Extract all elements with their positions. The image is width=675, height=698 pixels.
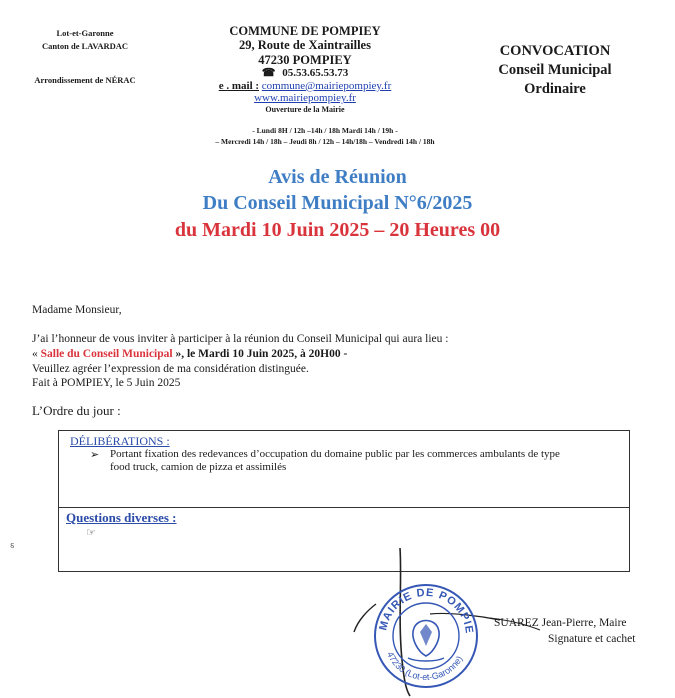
hours-line-1: - Lundi 8H / 12h –14h / 18h Mardi 14h / 19h -: [252, 126, 398, 135]
deliberations-title: DÉLIBÉRATIONS :: [70, 434, 170, 448]
phone-icon: ☎: [261, 67, 276, 80]
title-date: du Mardi 10 Juin 2025 – 20 Heures 00: [174, 219, 501, 241]
pointer-icon: ☞: [86, 527, 96, 539]
stamp-top-text: MAIRIE DE POMPIE: [377, 586, 476, 635]
convocation-title: CONVOCATION: [499, 43, 611, 59]
agenda-item-1-line1: Portant fixation des redevances d’occupation du domaine public par les commerces ambulants de type: [110, 448, 560, 460]
quote-open: «: [32, 348, 41, 360]
hours-title: Ouverture de la Mairie: [265, 105, 345, 115]
agenda-item-1: [110, 448, 620, 474]
meeting-place-line: [32, 347, 347, 362]
signature-caption: Signature et cachet: [548, 633, 636, 645]
title-avis: Avis de Réunion: [268, 166, 407, 188]
convocation-council: Conseil Municipal: [498, 61, 612, 78]
convocation-type: Ordinaire: [524, 80, 586, 97]
department: Lot-et-Garonne: [56, 28, 114, 38]
margin-mark-icon: ⸹: [10, 542, 15, 552]
mairie-stamp: [372, 582, 480, 690]
questions-title: Questions diverses :: [66, 510, 177, 525]
bullet-arrow-icon: ➢: [90, 449, 100, 461]
stamp-bottom-text: 47230 (Lot-et-Garonne): [385, 650, 465, 683]
phone-line: [160, 67, 450, 80]
agenda-item-1-line2: food truck, camion de pizza et assimilés: [110, 461, 287, 473]
commune-postcode: 47230 POMPIEY: [258, 52, 352, 67]
commune-address: 29, Route de Xaintrailles: [239, 38, 371, 53]
meeting-datetime: », le Mardi 10 Juin 2025, à 20H00 -: [172, 348, 348, 360]
greeting: Madame Monsieur,: [32, 304, 122, 316]
phone-number: 05.53.65.53.73: [282, 67, 349, 80]
commune-block: [160, 24, 450, 114]
email-label: e . mail :: [218, 79, 260, 92]
commune-name: COMMUNE DE POMPIEY: [229, 24, 381, 38]
regards: Veuillez agréer l’expression de ma considération distinguée.: [32, 363, 309, 375]
title-conseil: Du Conseil Municipal N°6/2025: [202, 192, 473, 214]
email-line: [160, 80, 450, 93]
hours-line-2: – Mercredi 14h / 18h – Jeudi 8h / 12h – 14h/18h – Vendredi 14h / 18h: [215, 137, 435, 146]
arrondissement: Arrondissement de NÉRAC: [34, 75, 136, 86]
done-at: Fait à POMPIEY, le 5 Juin 2025: [32, 377, 181, 389]
meeting-place: Salle du Conseil Municipal: [40, 348, 173, 360]
letter-intro: J’ai l’honneur de vous inviter à participer à la réunion du Conseil Municipal qui aura lieu :: [32, 333, 449, 345]
agenda-label: L’Ordre du jour :: [32, 403, 121, 418]
svg-text:MAIRIE DE POMPIEY: [372, 582, 475, 635]
mayor-name: SUAREZ Jean-Pierre, Maire: [494, 617, 627, 629]
stamp-seal-icon: [372, 582, 480, 690]
email-link[interactable]: commune@mairiepompiey.fr: [261, 79, 392, 92]
convocation-block: [470, 42, 640, 99]
website-link[interactable]: www.mairiepompiey.fr: [254, 92, 356, 105]
header-left: [10, 28, 160, 86]
agenda-divider: [59, 507, 629, 508]
canton: Canton de LAVARDAC: [41, 41, 129, 52]
